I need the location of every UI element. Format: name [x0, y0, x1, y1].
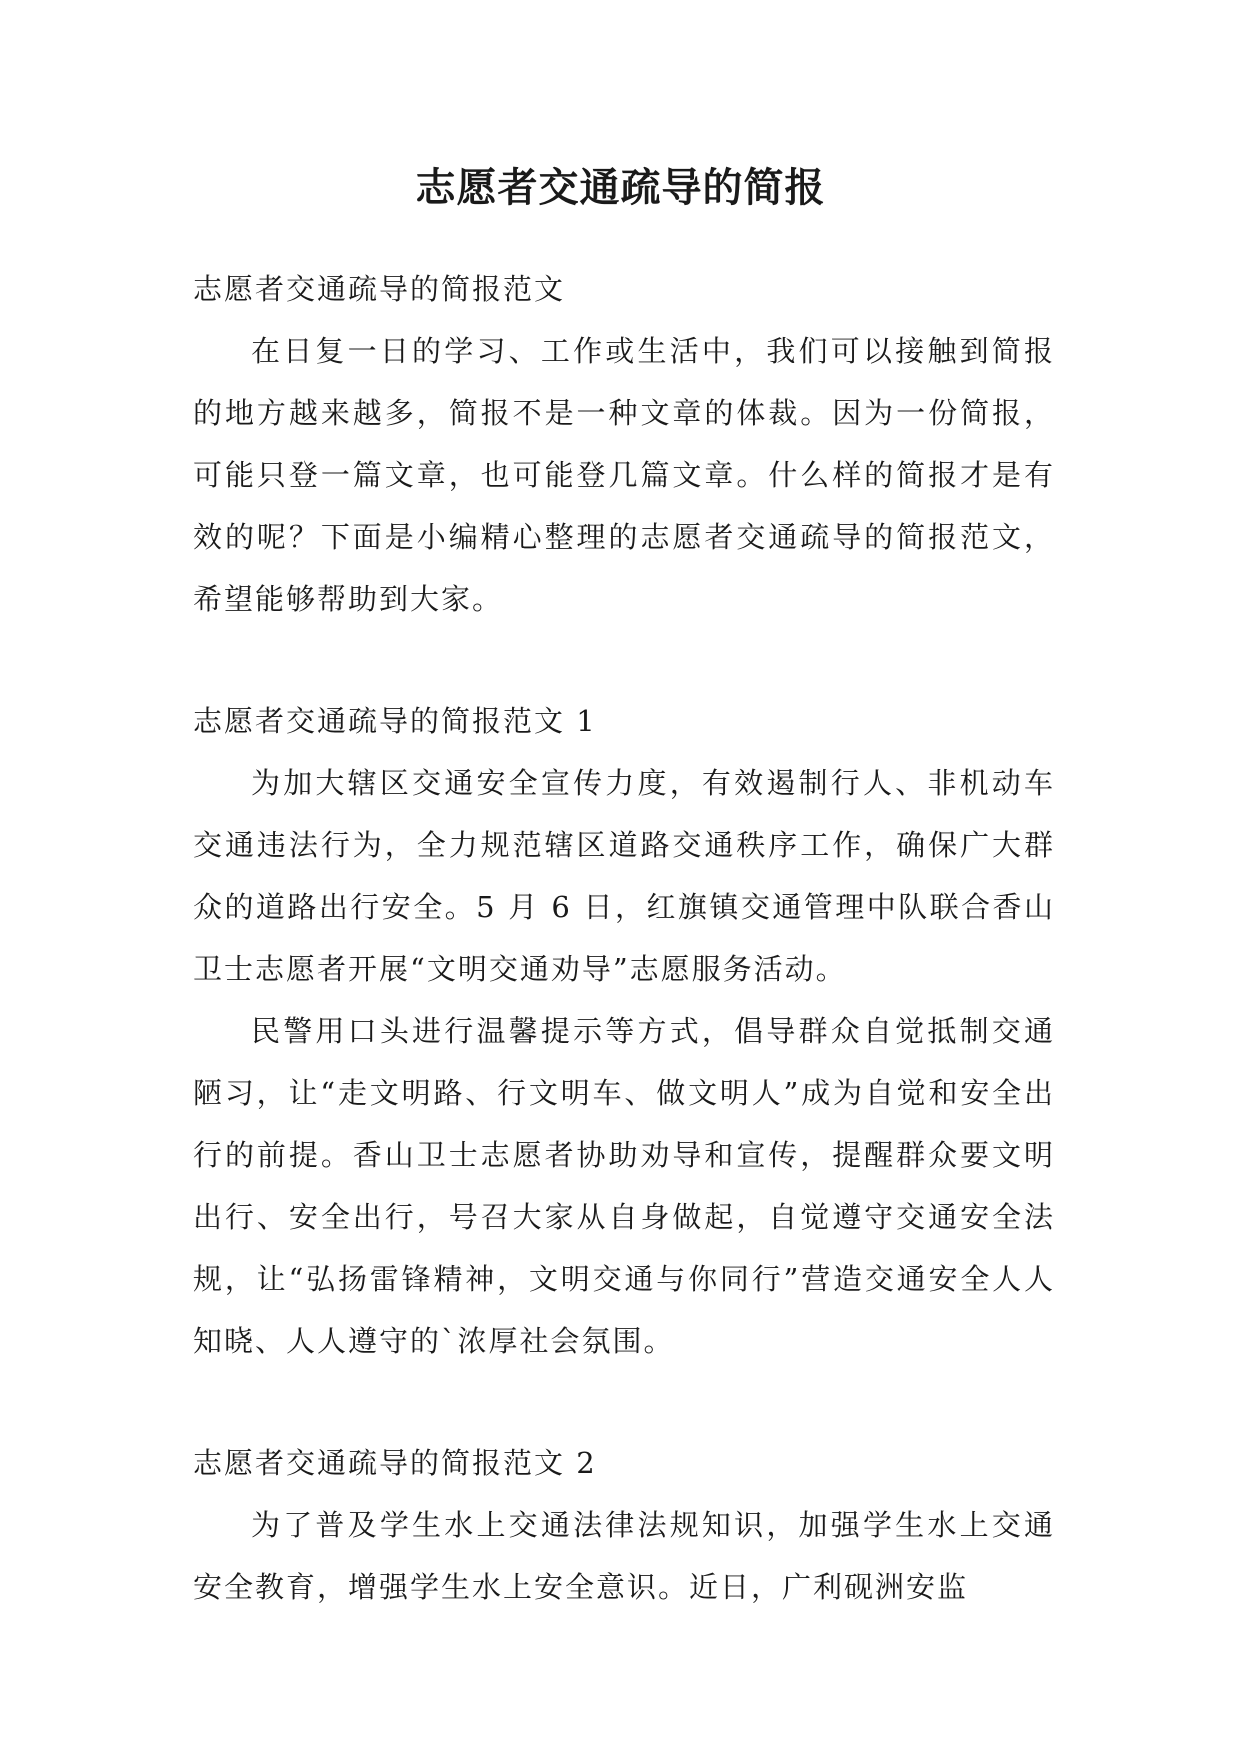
page-title: 志愿者交通疏导的简报	[415, 164, 826, 211]
section-spacer	[193, 630, 1055, 690]
section-2-paragraph: 为了普及学生水上交通法律法规知识，加强学生水上交通安全教育，增强学生水上安全意识。近日，广利砚洲安监	[193, 1508, 1055, 1604]
document-body	[193, 258, 1055, 1618]
section-spacer	[193, 1372, 1055, 1432]
intro-paragraph: 在日复一日的学习、工作或生活中，我们可以接触到简报的地方越来越多，简报不是一种文章的体裁。因为一份简报，可能只登一篇文章，也可能登几篇文章。什么样的简报才是有效的呢？下面是小编精心整理的志愿者交通疏导的简报范文，希望能够帮助到大家。	[193, 334, 1055, 616]
section-1-paragraph: 为加大辖区交通安全宣传力度，有效遏制行人、非机动车交通违法行为，全力规范辖区道路交通秩序工作，确保广大群众的道路出行安全。5 月 6 日，红旗镇交通管理中队联合香山卫士志愿者开展“文明交通劝导”志愿服务活动。	[193, 766, 1055, 986]
intro-heading: 志愿者交通疏导的简报范文	[193, 272, 566, 306]
section-1-heading: 志愿者交通疏导的简报范文 1	[193, 704, 597, 738]
section-1-paragraph: 民警用口头进行温馨提示等方式，倡导群众自觉抵制交通陋习，让“走文明路、行文明车、做文明人”成为自觉和安全出行的前提。香山卫士志愿者协助劝导和宣传，提醒群众要文明出行、安全出行，号召大家从自身做起，自觉遵守交通安全法规，让“弘扬雷锋精神，文明交通与你同行”营造交通安全人人知晓、人人遵守的`浓厚社会氛围。	[193, 1014, 1055, 1358]
section-2-heading: 志愿者交通疏导的简报范文 2	[193, 1446, 597, 1480]
